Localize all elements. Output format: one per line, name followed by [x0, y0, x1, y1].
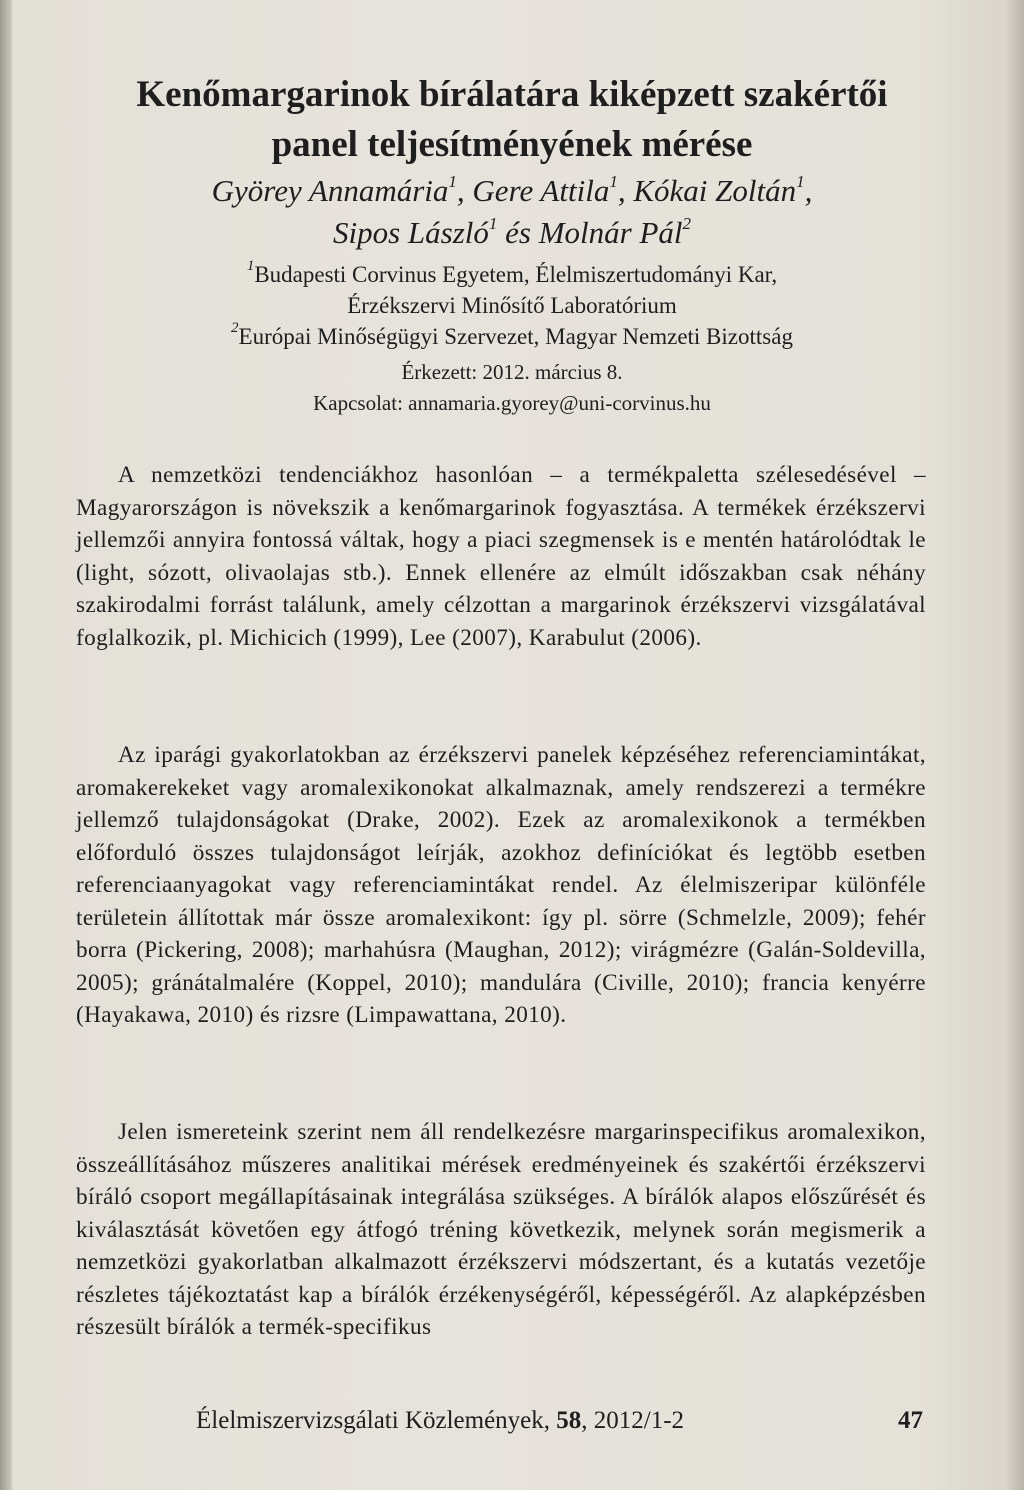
page-number: 47 — [898, 1407, 923, 1434]
affiliation-text: Európai Minőségügyi Szervezet, Magyar Nemzeti Bizottság — [238, 324, 793, 349]
article-title — [60, 70, 964, 170]
affiliation-1-line-1 — [60, 259, 964, 290]
received-date: Érkezett: 2012. március 8. — [401, 360, 623, 384]
author-separator: , — [456, 173, 473, 208]
body-paragraph-1 — [76, 459, 926, 654]
author-affiliation-mark: 1 — [488, 213, 498, 233]
author-affiliation-mark: 1 — [796, 171, 805, 191]
author-name: Sipos László — [332, 215, 489, 250]
journal-footer — [196, 1404, 816, 1438]
author-line-2 — [60, 212, 964, 254]
author-separator: , — [804, 173, 813, 208]
body-paragraph-3 — [76, 1116, 926, 1344]
author-name: Kókai Zoltán — [633, 173, 797, 208]
journal-issue: , 2012/1-2 — [581, 1407, 685, 1434]
affiliation-2-line-1 — [60, 321, 964, 352]
affiliation-mark: 2 — [231, 320, 239, 337]
author-name: Gere Attila — [472, 173, 610, 208]
author-affiliation-mark: 2 — [682, 213, 692, 233]
paragraph-text: Jelen ismereteink szerint nem áll rendelkezésre margarinspecifikus aromalexikon, összeállításához műszeres analitikai mérések eredményeinek és szakértői érzékszervi bíráló csoport megállapításainak integrálása szükséges. A bírálók alapos előszűrését és kiválasztását követően egy átfogó tréning következik, melynek során megismerik a nemzetközi gyakorlatban alkalmazott érzékszervi módszertant, és a kutatás vezetője részletes tájékoztatást kap a bírálók érzékenységéről, képességéről. Az alapképzésben részesült bírálók a termék-specifikus — [76, 1119, 926, 1340]
author-list — [60, 170, 964, 254]
contact-email: Kapcsolat: annamaria.gyorey@uni-corvinus.hu — [313, 391, 711, 415]
journal-name: Élelmiszervizsgálati Közlemények, — [196, 1407, 557, 1434]
author-affiliation-mark: 1 — [448, 171, 457, 191]
author-name: Györey Annamária — [211, 173, 449, 208]
author-line-1 — [60, 170, 964, 212]
affiliation-mark: 1 — [246, 258, 255, 275]
page-binding-edge — [0, 0, 12, 1490]
affiliations — [60, 259, 964, 352]
author-name: Molnár Pál — [538, 215, 683, 250]
author-affiliation-mark: 1 — [609, 171, 618, 191]
article-title-line-1: Kenőmargarinok bírálatára kiképzett szakértői — [136, 74, 888, 115]
paragraph-text: A nemzetközi tendenciákhoz hasonlóan – a termékpaletta szélesedésével – Magyarországon is növekszik a kenőmargarinok fogyasztása. A termékek érzékszervi jellemzői annyira fontossá váltak, hogy a piaci szegmensek is e mentén határolódtak le (light, sózott, olivaolajas stb.). Ennek ellenére az elmúlt időszakban csak néhány szakirodalmi forrást találunk, amely célzottan a margarinok érzékszervi vizsgálatával foglalkozik, pl. Michicich (1999), Lee (2007), Karabulut (2006). — [76, 462, 926, 651]
affiliation-text: Budapesti Corvinus Egyetem, Élelmiszertudományi Kar, — [254, 262, 778, 287]
body-paragraph-2 — [76, 739, 926, 1032]
author-separator: , — [617, 173, 634, 208]
paragraph-text: Az iparági gyakorlatokban az érzékszervi panelek képzéséhez referenciamintákat, aromakerekeket vagy aromalexikonokat alkalmaznak, amely rendszerezi a termékre jellemző tulajdonságokat (Drake, 2002). Ezek az aromalexikonok a termékben előforduló összes tulajdonságot leírják, azokhoz definíciókat és legtöbb esetben referenciaanyagokat vagy referenciamintákat rendel. Az élelmiszeripar különféle területein állítottak már össze aromalexikont: így pl. sörre (Schmelzle, 2009); fehér borra (Pickering, 2008); marhahúsra (Maughan, 2012); virágmézre (Galán-Soldevilla, 2005); gránátalmalére (Koppel, 2010); mandulára (Civille, 2010); francia kenyérre (Hayakawa, 2010) és rizsre (Limpawattana, 2010). — [76, 742, 926, 1028]
affiliation-1-line-2: Érzékszervi Minősítő Laboratórium — [347, 293, 677, 318]
page-right-edge — [1002, 0, 1024, 1490]
journal-volume: 58 — [556, 1407, 582, 1434]
author-conjunction: és — [497, 215, 539, 250]
article-title-line-2: panel teljesítményének mérése — [271, 124, 753, 165]
